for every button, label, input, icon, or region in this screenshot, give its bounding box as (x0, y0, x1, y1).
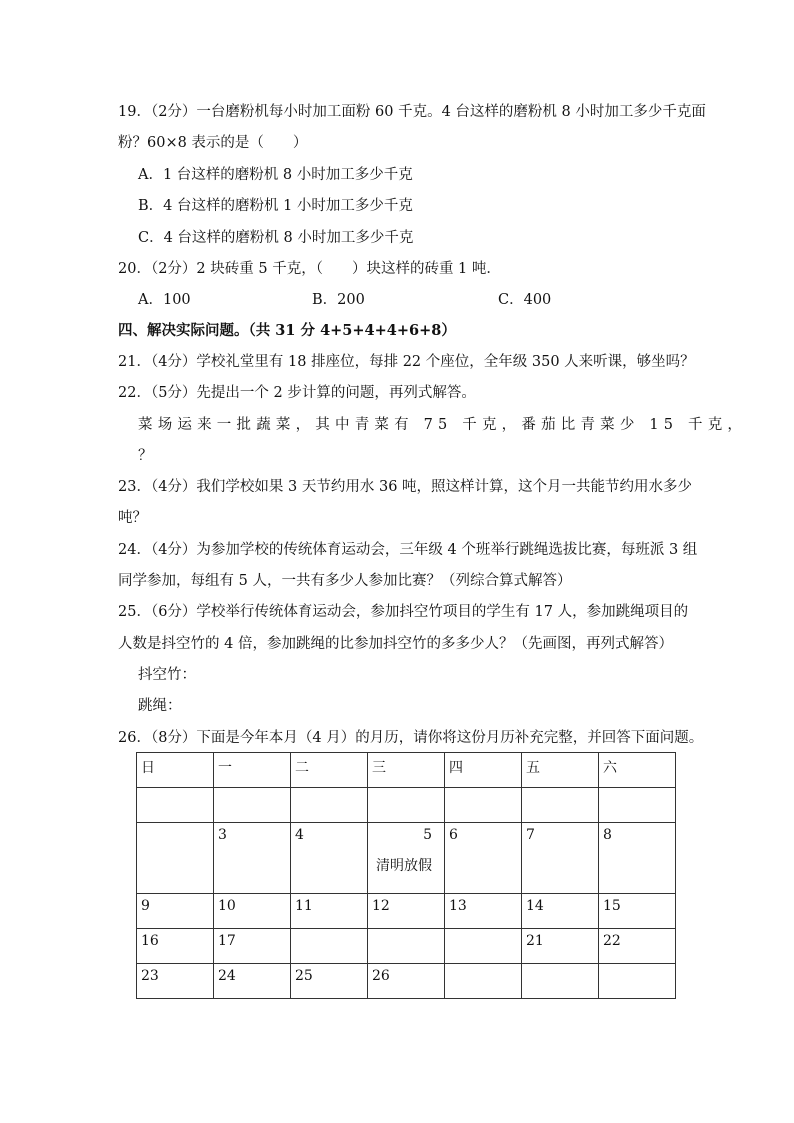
q19-line1: 19．（2分）一台磨粉机每小时加工面粉 60 千克。4 台这样的磨粉机 8 小时加工多少千克面 (118, 104, 706, 120)
calendar-cell[interactable] (368, 788, 445, 823)
calendar-cell: 8 (599, 823, 676, 894)
calendar-cell: 16 (137, 929, 214, 964)
calendar-cell[interactable] (291, 929, 368, 964)
calendar-cell[interactable] (522, 964, 599, 999)
calendar-header: 一 (214, 753, 291, 788)
calendar-cell[interactable] (368, 929, 445, 964)
q20-options (138, 290, 558, 310)
calendar-cell: 3 (214, 823, 291, 894)
calendar-cell[interactable] (599, 788, 676, 823)
calendar-cell[interactable] (599, 964, 676, 999)
q22-stem: 22．（5分）先提出一个 2 步计算的问题，再列式解答。 (118, 385, 476, 401)
q25-diagram-label-tiaosheng: 跳绳： (138, 698, 182, 714)
calendar-cell-holiday (368, 823, 445, 894)
calendar-header: 二 (291, 753, 368, 788)
calendar-cell[interactable] (137, 823, 214, 894)
calendar-cell: 17 (214, 929, 291, 964)
q22-body: 菜场运来一批蔬菜，其中青菜有 75 千克，番茄比青菜少 15 千克， (138, 417, 748, 433)
q23-line1: 23．（4分）我们学校如果 3 天节约用水 36 吨，照这样计算，这个月一共能节约用水多少 (118, 479, 693, 495)
q19-option-a: A．1 台这样的磨粉机 8 小时加工多少千克 (138, 167, 413, 183)
calendar-cell: 14 (522, 894, 599, 929)
q20-option-a: A．100 (138, 292, 191, 308)
q25-diagram-label-kongzhu: 抖空竹： (138, 667, 196, 683)
calendar-header: 四 (445, 753, 522, 788)
calendar-week-1 (137, 788, 676, 823)
calendar-header: 五 (522, 753, 599, 788)
calendar-week-2 (137, 823, 676, 894)
calendar-cell: 22 (599, 929, 676, 964)
calendar-cell: 25 (291, 964, 368, 999)
q20-option-c: C．400 (498, 292, 552, 308)
calendar-cell: 10 (214, 894, 291, 929)
calendar-cell[interactable] (137, 788, 214, 823)
calendar-header: 六 (599, 753, 676, 788)
calendar-cell: 4 (291, 823, 368, 894)
calendar-cell: 24 (214, 964, 291, 999)
calendar-cell[interactable] (522, 788, 599, 823)
calendar-cell: 7 (522, 823, 599, 894)
calendar-cell[interactable] (445, 964, 522, 999)
calendar-header: 日 (137, 753, 214, 788)
calendar-header: 三 (368, 753, 445, 788)
calendar-week-5 (137, 964, 676, 999)
calendar-cell[interactable] (445, 788, 522, 823)
calendar-cell[interactable] (291, 788, 368, 823)
calendar-cell: 11 (291, 894, 368, 929)
q21: 21．（4分）学校礼堂里有 18 排座位，每排 22 个座位，全年级 350 人来听课，够坐吗？ (118, 354, 695, 370)
calendar-cell: 23 (137, 964, 214, 999)
calendar-cell: 13 (445, 894, 522, 929)
section-4-heading: 四、解决实际问题。（共 31 分 4+5+4+4+6+8） (118, 322, 456, 339)
calendar-cell: 6 (445, 823, 522, 894)
q25-line1: 25．（6分）学校举行传统体育运动会，参加抖空竹项目的学生有 17 人，参加跳绳项目的 (118, 604, 689, 620)
q19-line2: 粉？60×8 表示的是（ ） (118, 135, 308, 151)
q19-option-b: B．4 台这样的磨粉机 1 小时加工多少千克 (138, 198, 413, 214)
calendar-week-3 (137, 894, 676, 929)
holiday-label: 清明放假 (376, 858, 432, 874)
q20-stem: 20．（2分）2 块砖重 5 千克，（ ）块这样的砖重 1 吨． (118, 261, 501, 277)
q19-option-c: C．4 台这样的磨粉机 8 小时加工多少千克 (138, 230, 414, 246)
calendar-week-4 (137, 929, 676, 964)
calendar-cell[interactable] (214, 788, 291, 823)
calendar-cell: 21 (522, 929, 599, 964)
april-calendar (136, 752, 676, 999)
q24-line2: 同学参加，每组有 5 人，一共有多少人参加比赛？（列综合算式解答） (118, 573, 572, 589)
q26-stem: 26．（8分）下面是今年本月（4 月）的月历，请你将这份月历补充完整，并回答下面问题。 (118, 730, 704, 746)
q25-line2: 人数是抖空竹的 4 倍，参加跳绳的比参加抖空竹的多多少人？（先画图，再列式解答） (118, 636, 673, 652)
q23-line2: 吨？ (118, 510, 147, 526)
q24-line1: 24．（4分）为参加学校的传统体育运动会，三年级 4 个班举行跳绳选拔比赛，每班派 3 组 (118, 542, 698, 558)
q20-option-b: B．200 (312, 292, 365, 308)
calendar-cell: 26 (368, 964, 445, 999)
calendar-cell: 15 (599, 894, 676, 929)
calendar-cell: 12 (368, 894, 445, 929)
calendar-cell[interactable] (445, 929, 522, 964)
holiday-date: 5 (423, 827, 432, 843)
calendar-cell: 9 (137, 894, 214, 929)
q22-question-mark: ？ (138, 448, 153, 464)
calendar-header-row (137, 753, 676, 788)
